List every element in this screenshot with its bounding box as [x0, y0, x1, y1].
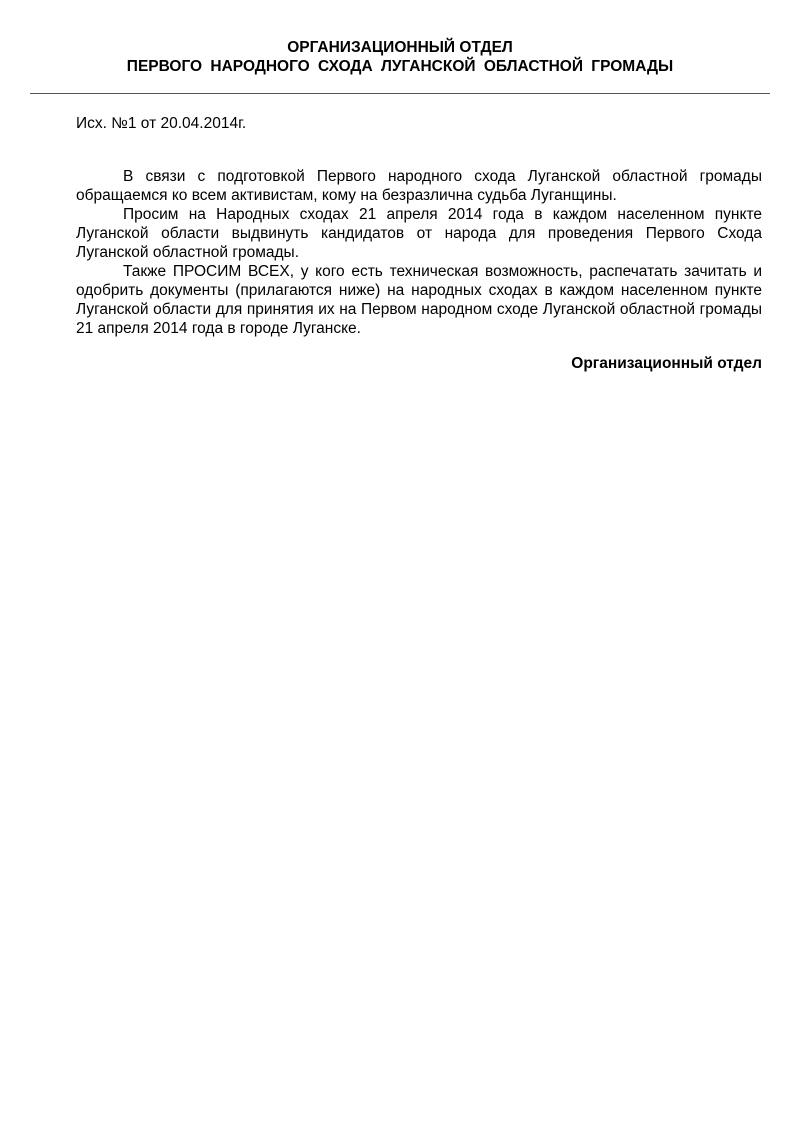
document-header	[30, 38, 770, 76]
document-signature: Организационный отдел	[571, 355, 762, 372]
document-reference: Исх. №1 от 20.04.2014г.	[76, 115, 247, 132]
header-title-line1: ОРГАНИЗАЦИОННЫЙ ОТДЕЛ	[287, 39, 513, 56]
header-title-line2: ПЕРВОГО НАРОДНОГО СХОДА ЛУГАНСКОЙ ОБЛАСТНОЙ ГРОМАДЫ	[126, 58, 674, 75]
body-paragraph-3: Также ПРОСИМ ВСЕХ, у кого есть техническая возможность, распечатать зачитать и одобрить документы (прилагаются ниже) на народных сходах в каждом населенном пункте Луганской области для принятия их на Первом народном сходе Луганской областной громады 21 апреля 2014 года в городе Луганске.	[76, 263, 762, 337]
document-body	[76, 167, 762, 338]
body-paragraph-2: Просим на Народных сходах 21 апреля 2014 года в каждом населенном пункте Луганской области выдвинуть кандидатов от народа для проведения Первого Схода Луганской областной громады.	[76, 206, 762, 261]
header-divider	[30, 93, 770, 94]
body-paragraph-1: В связи с подготовкой Первого народного схода Луганской областной громады обращаемся ко всем активистам, кому на безразлична судьба Луганщины.	[76, 168, 762, 204]
